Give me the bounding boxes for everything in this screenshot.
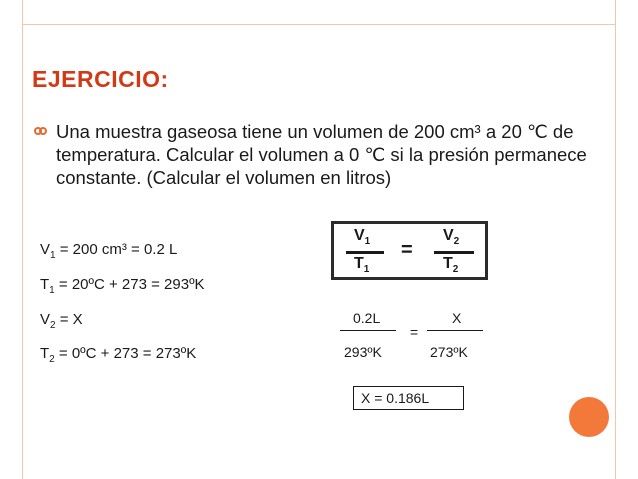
calc-den-right: 273ºK	[430, 344, 468, 360]
formula-t2: $T_2$	[443, 255, 459, 276]
given-v1: $V_1 = 200$ cm³ = 0.2 L	[40, 241, 178, 261]
frame-right-line	[615, 0, 616, 479]
calc-num-left: 0.2L	[353, 310, 381, 326]
frame-left-line	[22, 0, 23, 479]
formula-t1: $T_1$	[354, 255, 370, 276]
charles-law-formula	[331, 221, 488, 280]
formula-left-bar	[346, 251, 384, 254]
given-t1: $T_1$ = 20ºC + 273 = 293ºK	[40, 276, 205, 296]
result-box: X = 0.186L	[353, 386, 464, 410]
bullet-icon	[34, 127, 45, 136]
slide-title: EJERCICIO:	[32, 66, 169, 92]
calc-num-right: X	[452, 310, 462, 326]
frame-top-line	[22, 24, 616, 25]
formula-right-bar	[434, 251, 474, 254]
orange-circle-decoration	[569, 397, 609, 437]
calc-den-left: 293ºK	[344, 344, 382, 360]
calc-equals: =	[410, 324, 419, 340]
given-v2: $V_2 = X$	[40, 311, 83, 331]
given-t2: $T_2$ = 0ºC + 273 = 273ºK	[40, 345, 197, 365]
calc-line-right	[427, 330, 483, 331]
formula-equals: =	[401, 239, 413, 261]
formula-v2: $V_2$	[443, 227, 460, 248]
problem-bullet	[34, 120, 594, 189]
formula-v1: $V_1$	[354, 227, 371, 248]
calc-line-left	[340, 330, 396, 331]
problem-text: Una muestra gaseosa tiene un volumen de 200 cm³ a 20 ℃ de temperatura. Calcular el volumen a 0 ℃ si la presión permanece constante. (Calcular el volumen en litros)	[56, 121, 587, 188]
